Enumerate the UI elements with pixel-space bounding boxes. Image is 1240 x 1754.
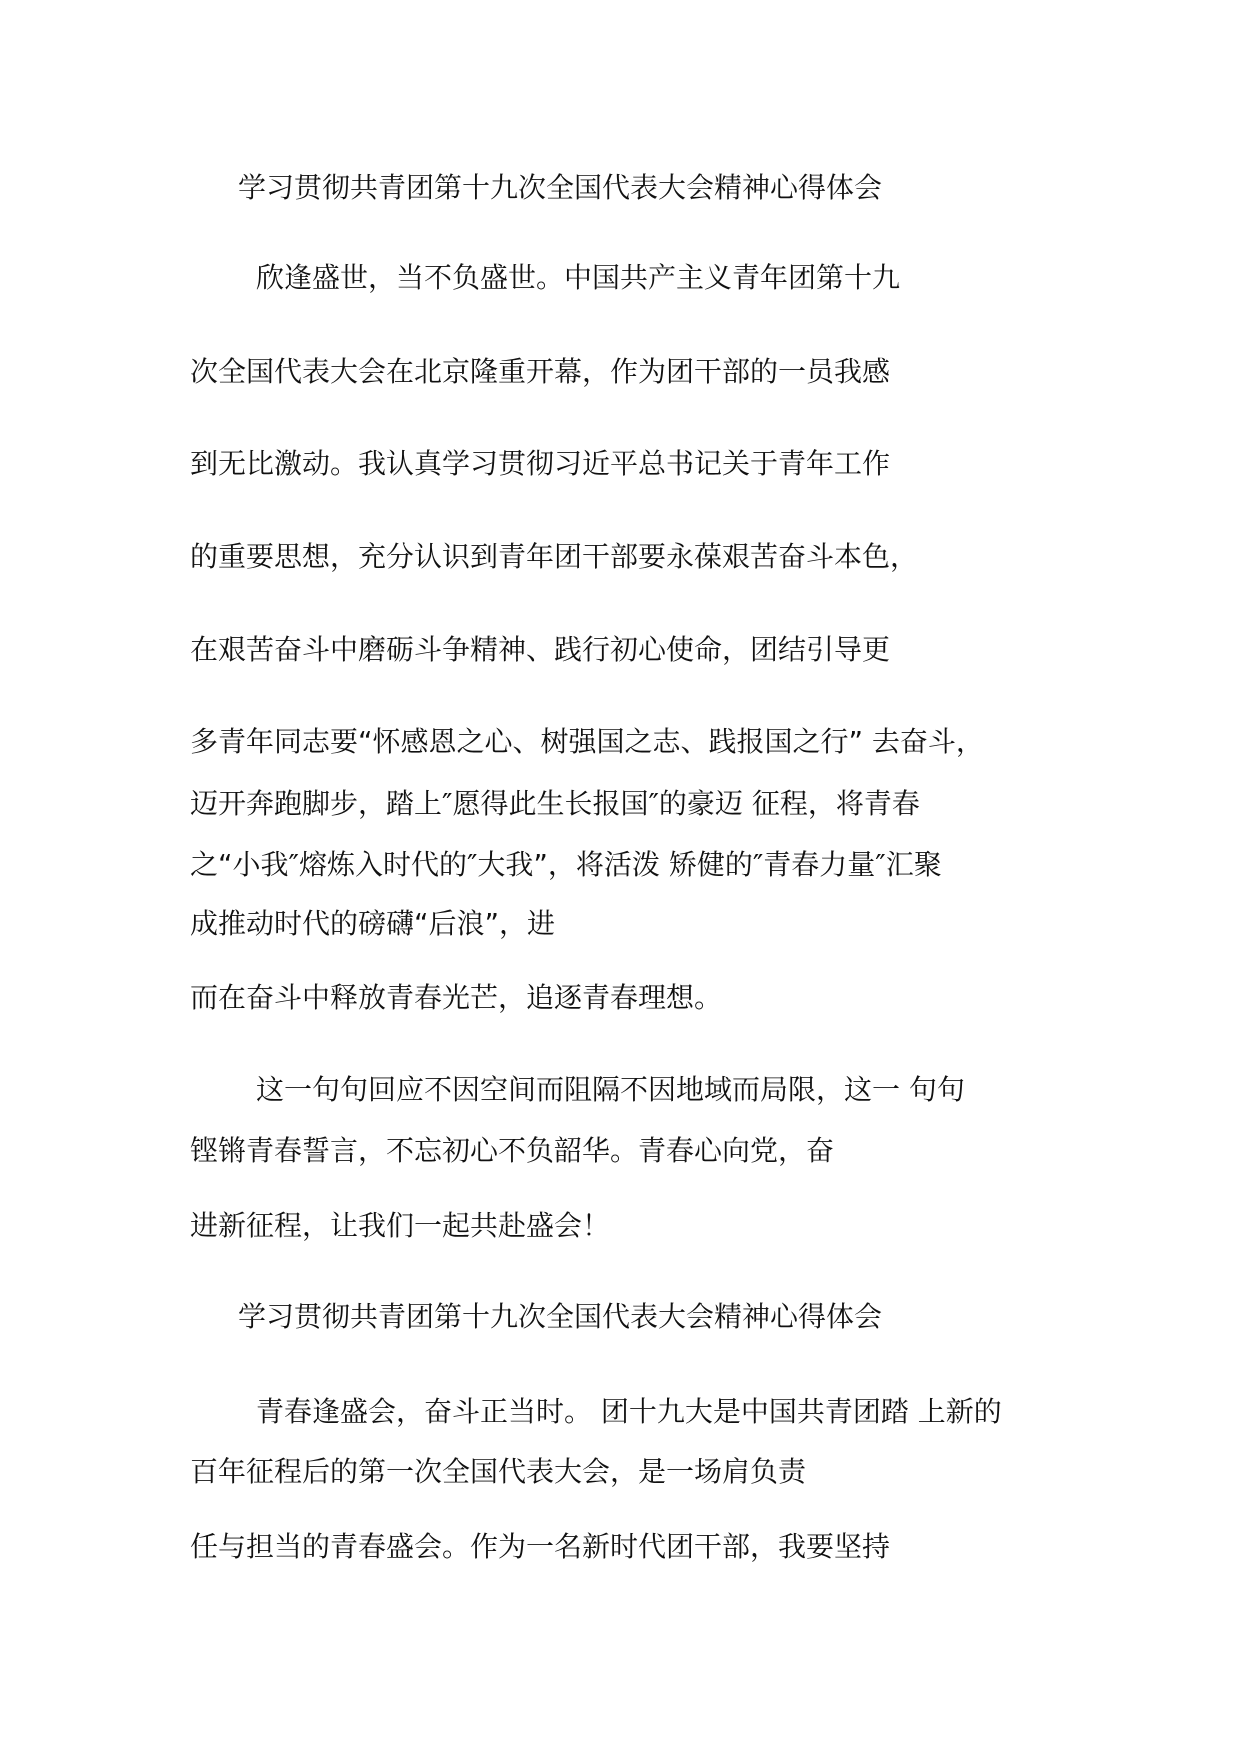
paragraph-line: 的重要思想，充分认识到青年团干部要永葆艰苦奋斗本色，	[190, 540, 919, 573]
paragraph-line: 多青年同志要“怀感恩之心、树强国之志、践报国之行” 去奋斗，	[190, 725, 984, 758]
paragraph-line: 铿锵青春誓言，不忘初心不负韶华。青春心向党，奋	[190, 1134, 835, 1167]
paragraph-line: 任与担当的青春盛会。作为一名新时代团干部，我要坚持	[190, 1530, 891, 1563]
paragraph-line: 青春逢盛会，奋斗正当时。 团十九大是中国共青团踏 上新的	[256, 1395, 1002, 1428]
paragraph-line: 进新征程，让我们一起共赴盛会！	[190, 1209, 611, 1242]
paragraph-line: 这一句句回应不因空间而阻隔不因地域而局限，这一 句句	[256, 1073, 965, 1106]
paragraph-line: 欣逢盛世，当不负盛世。中国共产主义青年团第十九	[256, 261, 901, 294]
paragraph-line: 在艰苦奋斗中磨砺斗争精神、践行初心使命，团结引导更	[190, 633, 891, 666]
paragraph-line: 而在奋斗中释放青春光芒，追逐青春理想。	[190, 981, 723, 1014]
paragraph-line: 到无比激动。我认真学习贯彻习近平总书记关于青年工作	[190, 447, 891, 480]
section-title: 学习贯彻共青团第十九次全国代表大会精神心得体会	[238, 171, 883, 204]
paragraph-line: 百年征程后的第一次全国代表大会，是一场肩负责	[190, 1455, 807, 1488]
section-title: 学习贯彻共青团第十九次全国代表大会精神心得体会	[238, 1300, 883, 1333]
paragraph-line: 迈开奔跑脚步，踏上″愿得此生长报国″的豪迈 征程，将青春	[190, 787, 920, 820]
paragraph-line: 之“小我″熔炼入时代的″大我”，将活泼 矫健的″青春力量″汇聚	[190, 848, 942, 881]
paragraph-line: 次全国代表大会在北京隆重开幕，作为团干部的一员我感	[190, 355, 891, 388]
paragraph-line: 成推动时代的磅礴“后浪”，进	[190, 907, 556, 940]
